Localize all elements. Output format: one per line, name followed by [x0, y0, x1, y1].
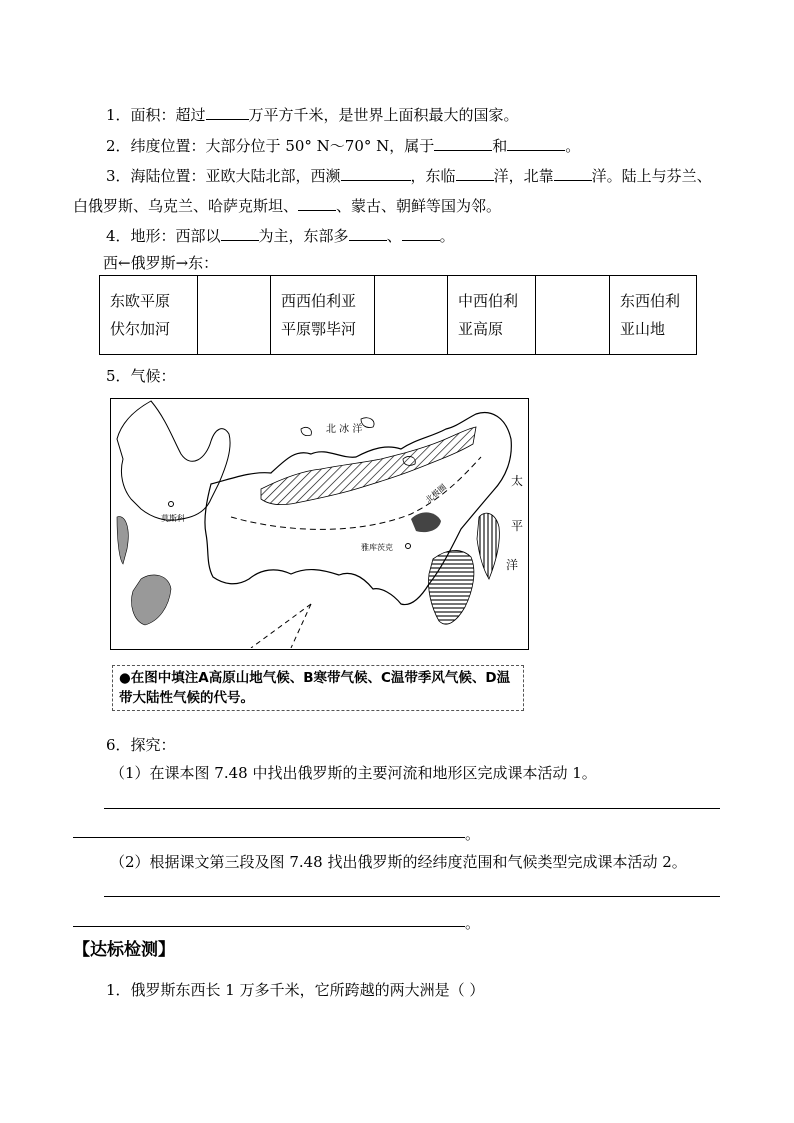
- q5-label: 5．气候：: [106, 367, 176, 385]
- q2-mid: 和: [492, 137, 508, 155]
- q4-mid: 为主，东部多: [258, 227, 349, 245]
- terrain-blank-cell[interactable]: [375, 276, 448, 355]
- europe-outline: [117, 401, 230, 520]
- answer-line[interactable]: [104, 896, 720, 897]
- q3-text-b: ，东临: [410, 167, 456, 185]
- q6-part1: （1）在课本图 7.48 中找出俄罗斯的主要河流和地形区完成课本活动 1。: [110, 764, 597, 782]
- kamchatka-zone: [477, 513, 499, 579]
- terrain-blank-cell[interactable]: [536, 276, 610, 355]
- callout-line-2: [291, 604, 311, 648]
- q3-text-d: 洋。陆上与芬兰、: [591, 167, 712, 185]
- q3-blank-west[interactable]: [341, 166, 411, 181]
- q3-blank-east[interactable]: [456, 166, 494, 181]
- island: [301, 427, 311, 435]
- answer-line[interactable]: [73, 837, 465, 838]
- answer-period: 。: [465, 825, 481, 843]
- city-label-moscow: 莫斯科: [161, 514, 185, 523]
- answer-period: 。: [465, 914, 481, 932]
- q2-prefix: 2．纬度位置：大部分位于 50° N～70° N，属于: [106, 137, 435, 155]
- city-label-yakutsk: 雅库茨克: [361, 543, 393, 552]
- question-area: [106, 105, 519, 125]
- callout-line-1: [251, 604, 311, 648]
- q3-blank-neighbor[interactable]: [298, 196, 336, 211]
- q4-prefix: 4．地形：西部以: [106, 227, 221, 245]
- question-sea-land-line2: [73, 196, 501, 216]
- q4-sep: 、: [386, 227, 402, 245]
- arctic-circle-label: 北极圈: [423, 482, 449, 505]
- q3-blank-north[interactable]: [554, 166, 592, 181]
- terrain-cell: 东西伯利 亚山地: [610, 276, 697, 355]
- section-title: 【达标检测】: [73, 940, 175, 960]
- q1-after: 万平方千米，是世界上面积最大的国家。: [248, 106, 519, 124]
- q2-end: 。: [565, 137, 581, 155]
- terrain-cell: 西西伯利亚 平原鄂毕河: [271, 276, 375, 355]
- question-sea-land-line1: [106, 166, 712, 186]
- q6-label: 6．探究：: [106, 736, 176, 754]
- q3-text-c: 洋，北靠: [493, 167, 554, 185]
- terrain-cell: 东欧平原 伏尔加河: [100, 276, 198, 355]
- ocean-east-label-2: 平: [511, 519, 524, 533]
- island: [361, 418, 374, 428]
- city-dot-moscow: [169, 502, 174, 507]
- city-dot-yakutsk: [406, 544, 411, 549]
- q3-text-f: 、蒙古、朝鲜等国为邻。: [336, 197, 502, 215]
- map-instruction-box: ●在图中填注A高原山地气候、B寒带气候、C温带季风气候、D温带大陆性气候的代号。: [112, 665, 524, 711]
- direction-label: 西←俄罗斯→东：: [103, 254, 219, 272]
- ocean-north-label: 北 冰 洋: [326, 424, 363, 435]
- q4-blank-east-2[interactable]: [402, 226, 440, 241]
- q2-blank-1[interactable]: [434, 136, 492, 151]
- terrain-table: [99, 275, 697, 355]
- monsoon-zone: [428, 550, 473, 624]
- question-latitude: [106, 136, 580, 156]
- ocean-east-label-1: 太: [511, 474, 524, 488]
- answer-line[interactable]: [73, 926, 465, 927]
- russia-climate-map: [110, 398, 529, 650]
- q3-text-a: 3．海陆位置：亚欧大陆北部，西濒: [106, 167, 341, 185]
- q1-blank[interactable]: [206, 105, 249, 120]
- grey-region: [117, 517, 128, 564]
- answer-line[interactable]: [104, 808, 720, 809]
- q1-prefix: 1．面积：超过: [106, 106, 206, 124]
- q3-text-e: 白俄罗斯、乌克兰、哈萨克斯坦、: [73, 197, 299, 215]
- q2-blank-2[interactable]: [507, 136, 565, 151]
- q4-blank-east-1[interactable]: [349, 226, 387, 241]
- test-question-1: 1．俄罗斯东西长 1 万多千米，它所跨越的两大洲是（ ）: [106, 981, 485, 999]
- terrain-cell: 中西伯利 亚高原: [448, 276, 536, 355]
- question-terrain: [106, 226, 455, 246]
- grey-region-2: [132, 575, 172, 625]
- q6-part2: （2）根据课文第三段及图 7.48 找出俄罗斯的经纬度范围和气候类型完成课本活动 2。: [110, 853, 687, 871]
- ocean-east-label-3: 洋: [506, 558, 519, 572]
- terrain-blank-cell[interactable]: [198, 276, 271, 355]
- q4-blank-west[interactable]: [221, 226, 259, 241]
- q4-end: 。: [439, 227, 455, 245]
- highland-patch: [411, 512, 441, 532]
